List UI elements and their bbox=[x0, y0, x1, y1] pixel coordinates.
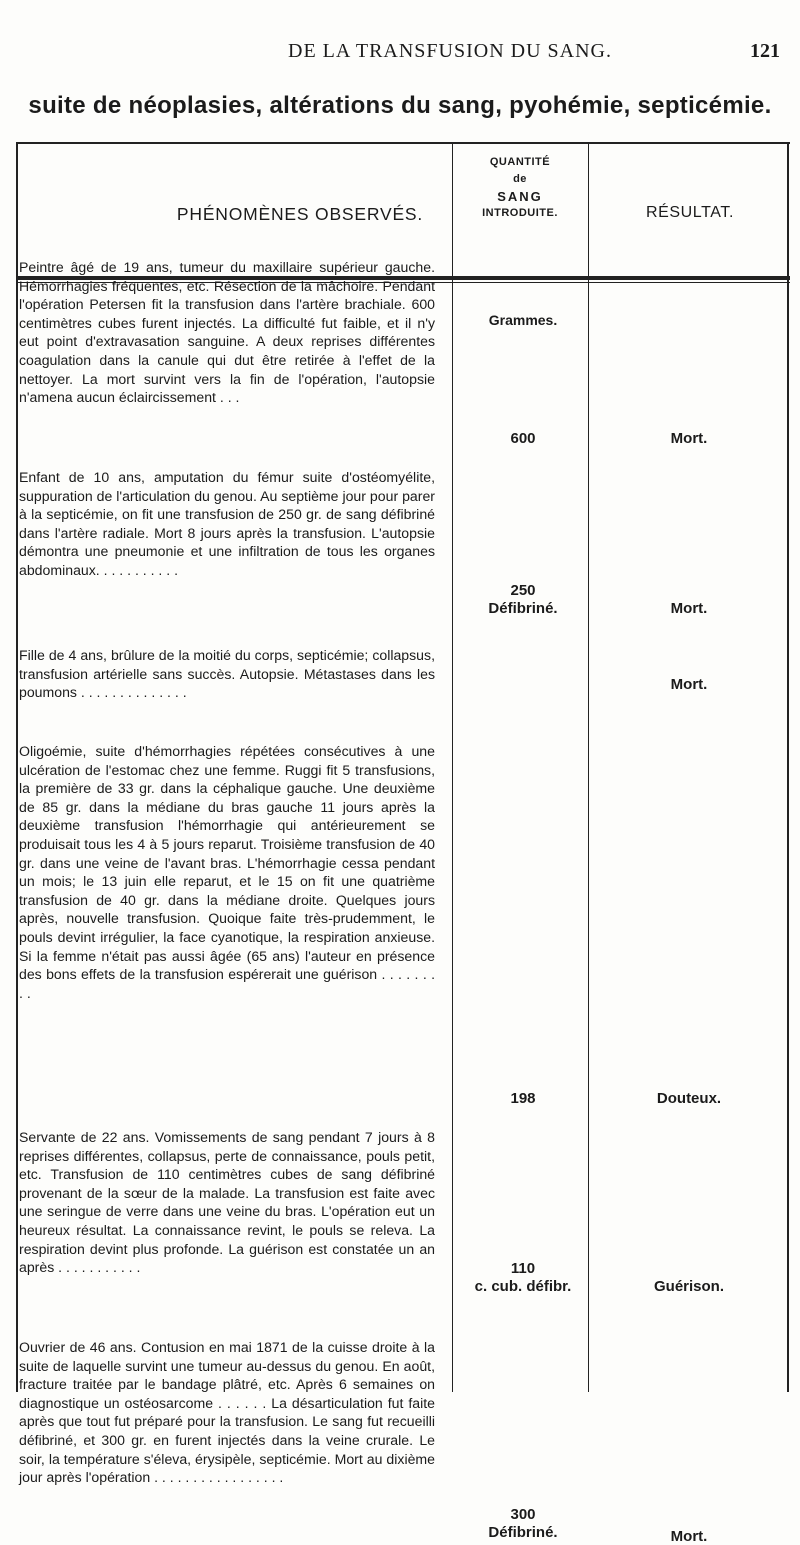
case-description: Peintre âgé de 19 ans, tumeur du maxillaire supérieur gauche. Hémorrhagies fréquentes, etc. Résection de la mâchoire. Pendant l'opération Petersen fit la transfusion dans l'artère brachiale. 600 centimètres cubes furent injectés. La difficulté fut faible, et il n'y eut point d'extravasation sanguine. A deux reprises différentes coagulation dans la canule qui dut être retirée à l'effet de la nettoyer. La mort survint vers la fin de l'opération, l'autopsie n'amena aucun éclaircissement . . . bbox=[19, 259, 435, 406]
quantite-line-4: INTRODUITE. bbox=[482, 207, 558, 219]
quantite-line-1: QUANTITÉ bbox=[489, 156, 551, 168]
page-number: 121 bbox=[750, 40, 780, 62]
table-left-border bbox=[16, 142, 18, 1392]
case-description: Ouvrier de 46 ans. Contusion en mai 1871 de la cuisse droite à la suite de laquelle survint une tumeur au-dessus du genou. En août, fracture traitée par le bandage plâtré, etc. Après 6 semaines on diagnostique un ostéosarcome . . . . . . La désarticulation fut faite après que tout fut préparé pour la transfusion. Le sang fut recueilli défibriné, et 300 gr. en furent injectés dans la veine crurale. Le soir, la température s'éleva, érysipèle, septicémie. Mort au dixième jour après l'opération . . . . . . . . . . . . . . . . . bbox=[19, 1339, 435, 1486]
quantity-note: c. cub. défibr. bbox=[474, 1278, 572, 1295]
quantity-value: 110 bbox=[510, 1260, 536, 1277]
section-subtitle: suite de néoplasies, altérations du sang, pyohémie, septicémie. bbox=[28, 92, 772, 119]
case-result: Mort. bbox=[670, 600, 708, 617]
quantity-note: Défibriné. bbox=[488, 600, 558, 617]
quantity-note: Défibriné. bbox=[488, 1524, 558, 1541]
quantity-value: 300 bbox=[510, 1506, 536, 1523]
running-head bbox=[0, 40, 800, 70]
column-head-phenomenes: PHÉNOMÈNES OBSERVÉS. bbox=[176, 204, 424, 224]
unit-label: Grammes. bbox=[488, 312, 558, 328]
running-title: DE LA TRANSFUSION DU SANG. bbox=[288, 40, 612, 62]
case-quantity bbox=[455, 430, 591, 448]
column-head-quantite bbox=[454, 154, 586, 222]
case-quantity bbox=[455, 1506, 591, 1542]
case-description: Oligoémie, suite d'hémorrhagies répétées consécutives à une ulcération de l'estomac chez une femme. Ruggi fit 5 transfusions, la première de 33 gr. dans la céphalique gauche. Une deuxième de 85 gr. dans la médiane du bras gauche 11 jours après la deuxième transfusion l'hémorrhagie qui antérieurement se produisait tous les 4 à 5 jours reparut. Troisième transfusion de 40 gr. dans une veine de l'avant bras. L'hémorrhagie cessa pendant un mois; le 13 juin elle reparut, et le 15 on fit une quatrième transfusion de 40 gr. dans la médiane droite. Quelques jours après, nouvelle transfusion. Quoique faite très-prudemment, le pouls devint irrégulier, la face cyanotique, la respiration anxieuse. Si la femme n'était pas aussi âgée (65 ans) l'auteur en présence des bons effets de la transfusion espérerait une guérison . . . . . . . . . bbox=[19, 743, 435, 1001]
case-description: Servante de 22 ans. Vomissements de sang pendant 7 jours à 8 reprises différentes, collapsus, perte de connaissance, pouls petit, etc. Transfusion de 110 centimètres cubes de sang défibriné provenant de la sœur de la malade. La transfusion est faite avec une seringue de verre dans une veine du bras. L'opération eut un heureux résultat. La connaissance revint, le pouls se releva. La respiration devint plus profonde. La guérison est constatée un an après . . . . . . . . . . . bbox=[19, 1129, 435, 1276]
quantity-value: 600 bbox=[510, 430, 536, 447]
case-result: Mort. bbox=[670, 1528, 708, 1545]
case-quantity bbox=[455, 1260, 591, 1296]
case-result: Douteux. bbox=[656, 1090, 722, 1107]
case-description: Fille de 4 ans, brûlure de la moitié du corps, septicémie; collapsus, transfusion artérielle sans succès. Autopsie. Métastases dans les poumons . . . . . . . . . . . . . . bbox=[19, 647, 435, 701]
case-quantity bbox=[455, 582, 591, 618]
table-top-rule bbox=[16, 142, 790, 144]
case-result: Guérison. bbox=[653, 1278, 724, 1295]
quantite-line-2: de bbox=[513, 173, 527, 185]
table-right-border bbox=[787, 142, 789, 1392]
column-divider-2 bbox=[588, 142, 589, 1392]
column-divider-1 bbox=[452, 142, 453, 1392]
quantite-line-3: SANG bbox=[497, 189, 543, 204]
quantity-value: 198 bbox=[510, 1090, 536, 1107]
quantity-value: 250 bbox=[510, 582, 536, 599]
column-head-resultat: RÉSULTAT. bbox=[645, 204, 735, 221]
case-result: Mort. bbox=[670, 676, 708, 693]
case-quantity bbox=[455, 1090, 591, 1108]
case-description: Enfant de 10 ans, amputation du fémur suite d'ostéomyélite, suppuration de l'articulation du genou. Au septième jour pour parer à la septicémie, on fit une transfusion de 250 gr. de sang défibriné dans l'artère radiale. Mort 8 jours après la transfusion. L'autopsie démontra une pneumonie et une infiltration de tous les organes abdominaux. . . . . . . . . . . bbox=[19, 469, 435, 578]
case-result: Mort. bbox=[670, 430, 708, 447]
